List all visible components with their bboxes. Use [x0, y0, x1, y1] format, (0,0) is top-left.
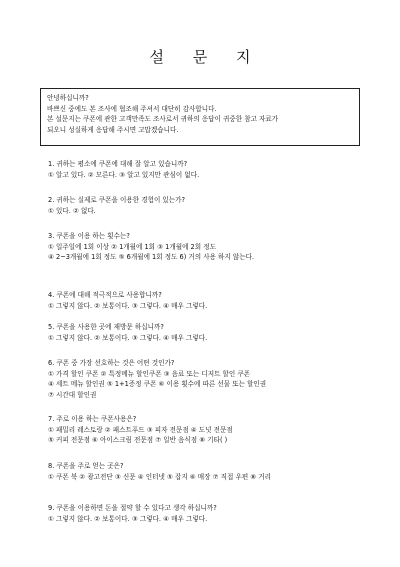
- document-title: 설 문 지: [149, 48, 263, 66]
- question-text: 3. 쿠폰을 이용 하는 횟수는?: [48, 232, 130, 240]
- question-text: 1. 귀하는 평소에 쿠폰에 대해 잘 알고 있습니까?: [48, 160, 188, 168]
- question-8: [48, 461, 378, 482]
- answer-options: ① 알고 있다. ② 모른다. ③ 알고 있지만 관심이 없다.: [48, 170, 200, 179]
- question-1: [48, 159, 378, 180]
- answer-options: ① 있다. ② 없다.: [48, 206, 96, 215]
- intro-line: 본 설문지는 쿠폰에 관한 고객만족도 조사로서 귀하의 응답이 귀중한 참고 자료가: [47, 115, 279, 124]
- intro-line: 안녕하십니까?: [47, 94, 89, 102]
- question-text: 9. 쿠폰을 이용하면 돈을 절약 할 수 있다고 생각 하십니까?: [48, 504, 217, 512]
- intro-line: 바쁘신 중에도 본 조사에 협조해 주셔서 대단히 감사합니다.: [47, 104, 217, 113]
- answer-options: ① 패밀리 레스토랑 ② 패스트푸드 ③ 피자 전문점 ④ 도넛 전문점: [48, 425, 233, 434]
- question-text: 5. 쿠폰을 사용한 곳에 재방문 하십니까?: [48, 323, 164, 331]
- question-text: 4. 쿠폰에 대해 적극적으로 사용합니까?: [48, 291, 162, 299]
- question-7: [48, 414, 378, 446]
- question-6: [48, 358, 378, 400]
- question-text: 2. 귀하는 실제로 쿠폰을 이용한 경험이 있는가?: [48, 196, 186, 204]
- answer-options: ① 그렇지 않다. ② 보통이다. ③ 그렇다. ④ 매우 그렇다.: [48, 333, 208, 342]
- answer-options: ④ 세트 메뉴 할인권 ⑤ 1+1증정 쿠폰 ⑥ 이용 횟수에 따른 선물 또는 할인권: [48, 380, 267, 389]
- question-2: [48, 195, 378, 216]
- answer-options: ④ 2~3개월에 1회 정도 ⑤ 6개월에 1회 정도 6) 거의 사용 하지 않는다.: [48, 253, 255, 262]
- answer-options: ① 일주일에 1회 이상 ② 1개월에 1회 ③ 1개월에 2회 정도: [48, 242, 216, 251]
- question-5: [48, 322, 378, 343]
- question-text: 8. 쿠폰을 주로 얻는 곳은?: [48, 462, 124, 470]
- answer-options: ⑦ 시간대 할인권: [48, 390, 97, 399]
- answer-options: ⑤ 커피 전문점 ⑥ 아이스크림 전문점 ⑦ 일반 음식점 ⑧ 기타( ): [48, 436, 228, 445]
- intro-line: 되오니 성실하게 응답해 주시면 고맙겠습니다.: [47, 125, 179, 134]
- intro-box: [40, 88, 360, 146]
- answer-options: ① 그렇지 않다. ② 보통이다. ③ 그렇다. ④ 매우 그렇다.: [48, 514, 208, 523]
- answer-options: ① 가격 할인 쿠폰 ② 특정메뉴 할인쿠폰 ③ 음료 또는 디저트 할인 쿠폰: [48, 369, 251, 378]
- answer-options: ① 그렇지 않다. ② 보통이다. ③ 그렇다. ④ 매우 그렇다.: [48, 301, 208, 310]
- question-text: 7. 주로 이용 하는 쿠폰사용은?: [48, 415, 137, 423]
- question-9: [48, 503, 378, 524]
- answer-options: ① 쿠폰 북 ② 광고전단 ③ 신문 ④ 인터넷 ⑤ 잡지 ⑥ 매장 ⑦ 직접 우편 ⑧ 거리: [48, 472, 272, 481]
- question-3: [48, 231, 378, 263]
- question-4: [48, 290, 378, 311]
- question-text: 6. 쿠폰 중 가장 선호하는 것은 어떤 것인가?: [48, 359, 175, 367]
